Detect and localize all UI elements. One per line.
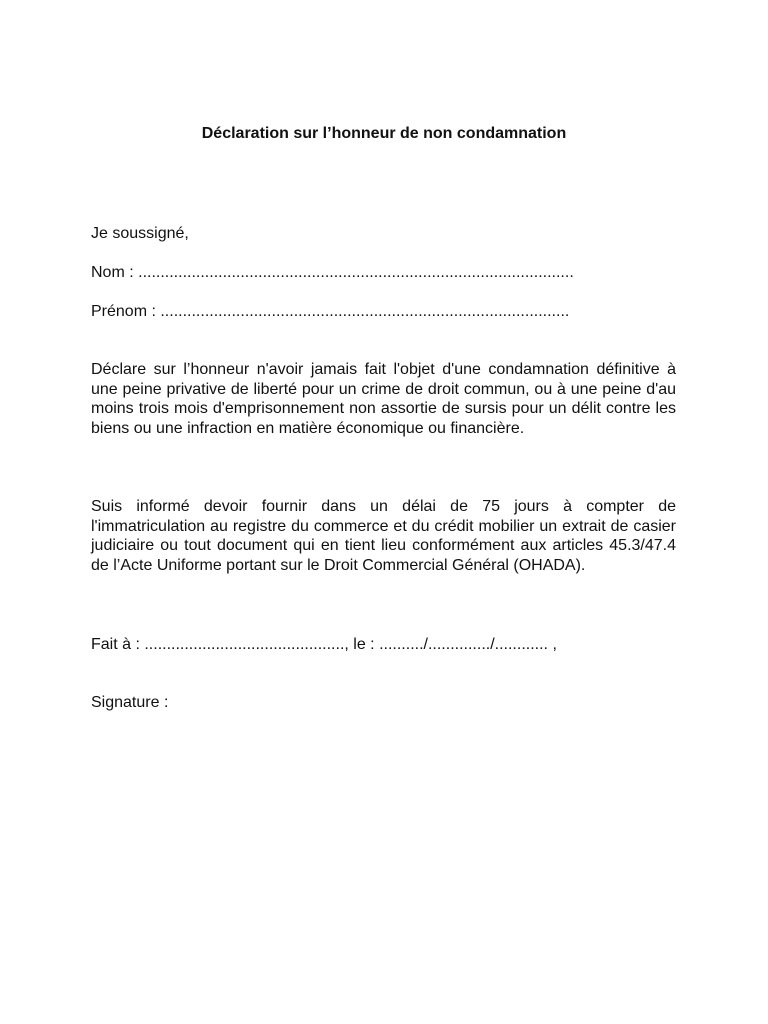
nom-field-line: Nom : .................................................................................................. (91, 264, 574, 281)
document-title: Déclaration sur l’honneur de non condamnation (201, 125, 567, 142)
prenom-field-line: Prénom : ............................................................................................ (91, 303, 570, 320)
signature-label: Signature : (91, 694, 169, 711)
information-paragraph: Suis informé devoir fournir dans un délai de 75 jours à compter de l'immatriculation au registre du commerce et du crédit mobilier un extrait de casier judiciaire ou tout document qui en tient lieu conformément aux articles 45.3/47.4 de l’Acte Uniforme portant sur le Droit Commercial Général (OHADA). (91, 498, 676, 574)
salutation: Je soussigné, (91, 225, 189, 242)
place-date-line: Fait à : ............................................., le : ........../............../............ , (91, 636, 557, 653)
declaration-paragraph: Déclare sur l’honneur n'avoir jamais fait l'objet d'une condamnation définitive à une peine privative de liberté pour un crime de droit commun, ou à une peine d'au moins trois mois d'emprisonnement non assortie de sursis pour un délit contre les biens ou une infraction en matière économique ou financière. (91, 361, 676, 437)
